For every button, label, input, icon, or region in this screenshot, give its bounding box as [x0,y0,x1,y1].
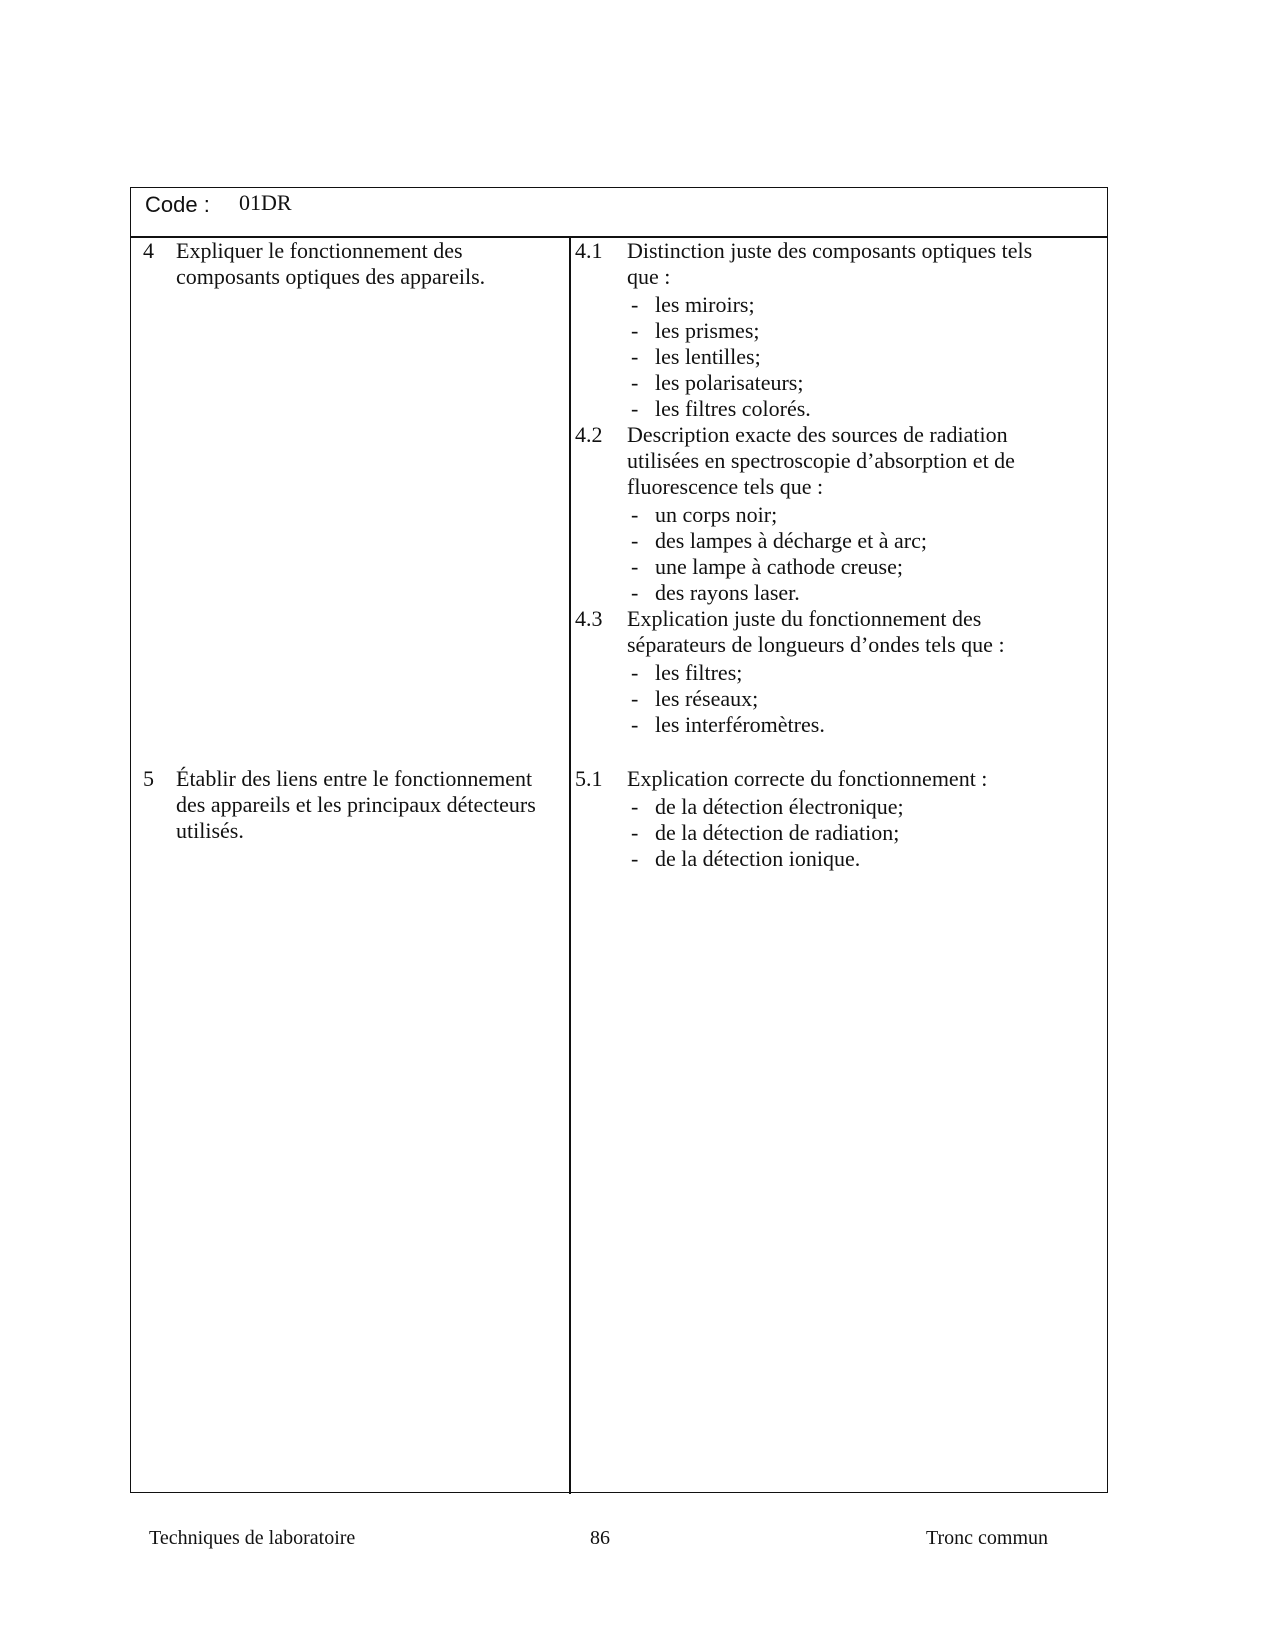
element-text: Établir des liens entre le fonctionnement des appareils et les principaux détecteurs utilisés. [176,766,536,843]
criterion-text: Explication correcte du fonctionnement : [627,766,988,791]
footer-right: Tronc commun [926,1527,1049,1549]
criterion-number: 4.2 [575,422,603,447]
list-item: - des rayons laser. [631,580,800,605]
criterion-text: Explication juste du fonctionnement des séparateurs de longueurs d’ondes tels que : [627,606,1005,657]
list-item: - des lampes à décharge et à arc; [631,528,928,553]
list-item: - les filtres; [631,660,743,685]
column-divider [569,237,571,1494]
criterion-4-3-bullets [627,660,825,738]
criterion-5-1-bullets [627,794,904,872]
criterion-number: 4.3 [575,606,603,631]
criterion-4-2-bullets [627,502,927,606]
list-item: - les polarisateurs; [631,370,804,395]
list-item: - de la détection ionique. [631,846,861,871]
criterion-text: Distinction juste des composants optiques tels que : [627,238,1033,289]
list-item: - un corps noir; [631,502,778,527]
criterion-number: 4.1 [575,238,603,263]
footer-left: Techniques de laboratoire [149,1527,356,1549]
list-item: - de la détection de radiation; [631,820,900,845]
list-item: - les prismes; [631,318,760,343]
element-text: Expliquer le fonctionnement des composants optiques des appareils. [176,238,486,289]
element-number: 4 [143,238,154,263]
criterion-number: 5.1 [575,766,603,791]
page-number: 86 [590,1527,610,1549]
list-item: - de la détection électronique; [631,794,904,819]
code-label: Code : [145,192,210,217]
criterion-4-1-bullets [627,292,811,422]
list-item: - les filtres colorés. [631,396,811,421]
list-item: - une lampe à cathode creuse; [631,554,903,579]
list-item: - les lentilles; [631,344,761,369]
competency-table [130,187,1108,1493]
element-number: 5 [143,766,154,791]
list-item: - les réseaux; [631,686,759,711]
list-item: - les miroirs; [631,292,755,317]
criterion-text: Description exacte des sources de radiation utilisées en spectroscopie d’absorption et de fluorescence tels que : [627,422,1015,499]
list-item: - les interféromètres. [631,712,825,737]
code-header-row [131,188,1107,238]
code-value: 01DR [239,190,292,215]
